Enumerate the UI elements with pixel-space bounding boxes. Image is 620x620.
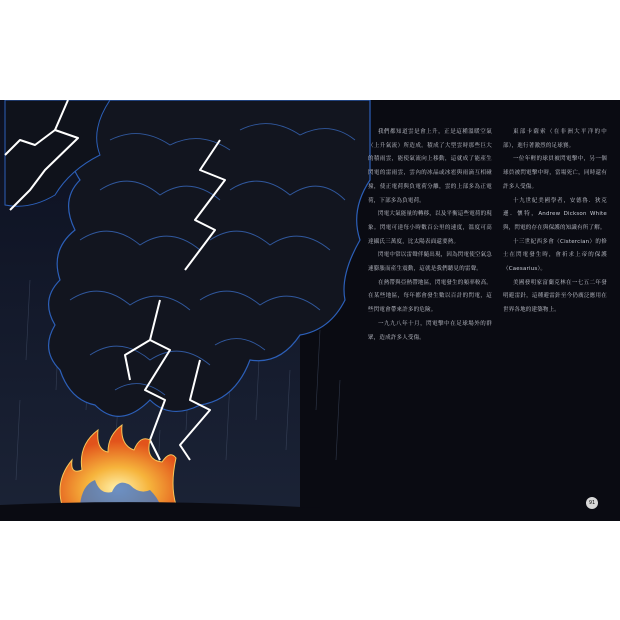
article-paragraph: 美國發明家富蘭克林在一七五二年發明避雷針，這種避雷針至今仍廣泛應用在世界各地的建築物上。 [503,279,607,314]
article-paragraph: 十三世紀西多會（Cistercian）的修士在閃電發生時，會祈求上帝的保護（Caesarius）。 [503,238,607,273]
article-paragraph: 在熱帶與亞熱帶地區，閃電發生的頻率較高。在某些地區，每年都會發生數以百計的閃電，這些閃電會帶來許多的危險。 [368,279,493,314]
page-number: 91 [586,497,598,509]
article-paragraph: 閃電大氣能量的轉移，以及平衡這些電荷的現象。閃電可達每小時數百公里的速度，溫度可高達攝氏三萬度，比太陽表面還要熱。 [368,211,493,245]
article-paragraph: 一位年輕的球員被閃電擊中，另一個球員被閃電擊中時，當場死亡，同時還有許多人受傷。 [503,156,607,190]
article-paragraph: 我們都知道雲是會上升，正是這種溫暖空氣（上升氣流）所造成。積成了大型雲時那些巨大的積雨雲，能使氣流向上移動，這就成了能產生閃電的雷雨雲，雲內的冰晶或冰雹與雨滴互相碰撞，使正電荷與負電荷分離，雲的上部多為正電荷，下部多為負電荷。 [368,129,492,204]
article-paragraph: 閃電中常以雷聲伴隨出現，因為閃電使空氣急速膨脹而產生震動，這就是我們聽見的雷聲。 [368,252,493,273]
article-column-a [368,126,492,345]
article-paragraph: 東部卡薩索（在非洲大平洋的中部），進行著激烈的足球賽。 [503,129,607,149]
article-column-b [503,126,607,318]
article-paragraph: 一九九八年十月，閃電擊中在足球場外的群眾，造成許多人受傷。 [368,320,492,341]
magazine-spread [0,100,620,521]
article-paragraph: 十九世紀美國學者，安德魯．狄克遜．懷特，Andrew Dickson White 與，閃電的存在與保護的知識有所了解。 [503,197,607,231]
